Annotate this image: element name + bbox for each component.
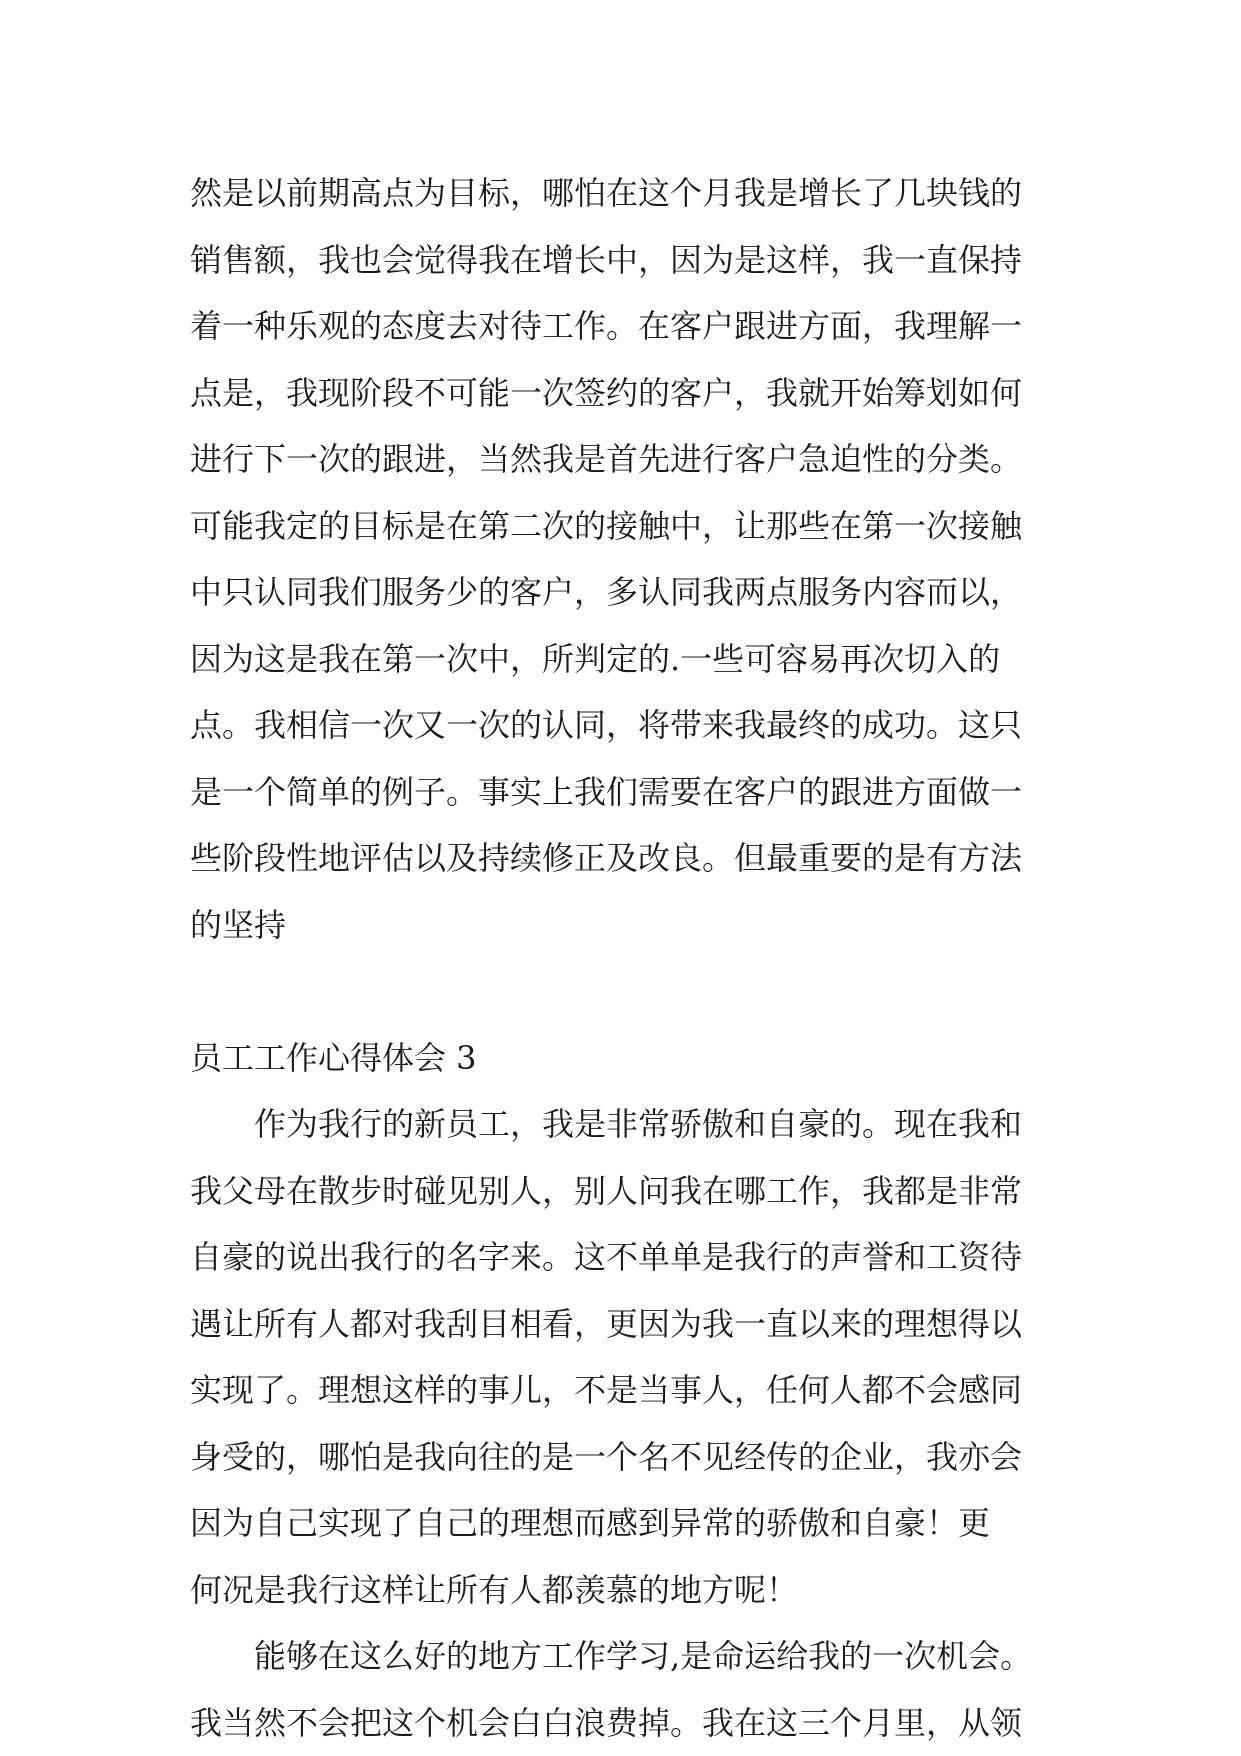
text-line: 些阶段性地评估以及持续修正及改良。但最重要的是有方法: [190, 825, 1070, 892]
text-line: 点。我相信一次又一次的认同，将带来我最终的成功。这只: [190, 692, 1070, 759]
text-line: 实现了。理想这样的事儿，不是当事人，任何人都不会感同: [190, 1357, 1070, 1424]
text-line: 因为这是我在第一次中，所判定的.一些可容易再次切入的: [190, 626, 1070, 693]
text-line: 我父母在散步时碰见别人，别人问我在哪工作，我都是非常: [190, 1158, 1070, 1225]
document-body: [190, 160, 1070, 1756]
text-line: 因为自己实现了自己的理想而感到异常的骄傲和自豪！更: [190, 1490, 1070, 1557]
text-line: 点是，我现阶段不可能一次签约的客户，我就开始筹划如何: [190, 360, 1070, 427]
text-line: 自豪的说出我行的名字来。这不单单是我行的声誉和工资待: [190, 1224, 1070, 1291]
text-line: 中只认同我们服务少的客户，多认同我两点服务内容而以，: [190, 559, 1070, 626]
text-line: 我当然不会把这个机会白白浪费掉。我在这三个月里，从领: [190, 1690, 1070, 1756]
blank-line: [190, 958, 1070, 1025]
text-line: 是一个简单的例子。事实上我们需要在客户的跟进方面做一: [190, 759, 1070, 826]
text-line: 遇让所有人都对我刮目相看，更因为我一直以来的理想得以: [190, 1291, 1070, 1358]
paragraph-continued: [190, 160, 1070, 958]
text-line: 何况是我行这样让所有人都羡慕的地方呢！: [190, 1557, 1070, 1624]
paragraph-pride: [190, 1091, 1070, 1623]
text-line: 销售额，我也会觉得我在增长中，因为是这样，我一直保持: [190, 227, 1070, 294]
text-line: 能够在这么好的地方工作学习,是命运给我的一次机会。: [190, 1623, 1070, 1690]
paragraph-opportunity: [190, 1623, 1070, 1756]
text-line: 作为我行的新员工，我是非常骄傲和自豪的。现在我和: [190, 1091, 1070, 1158]
section-title: 员工工作心得体会 3: [190, 1025, 1070, 1092]
text-line: 身受的，哪怕是我向往的是一个名不见经传的企业，我亦会: [190, 1424, 1070, 1491]
text-line: 的坚持: [190, 892, 1070, 959]
text-line: 然是以前期高点为目标，哪怕在这个月我是增长了几块钱的: [190, 160, 1070, 227]
text-line: 进行下一次的跟进，当然我是首先进行客户急迫性的分类。: [190, 426, 1070, 493]
text-line: 可能我定的目标是在第二次的接触中，让那些在第一次接触: [190, 493, 1070, 560]
text-line: 着一种乐观的态度去对待工作。在客户跟进方面，我理解一: [190, 293, 1070, 360]
